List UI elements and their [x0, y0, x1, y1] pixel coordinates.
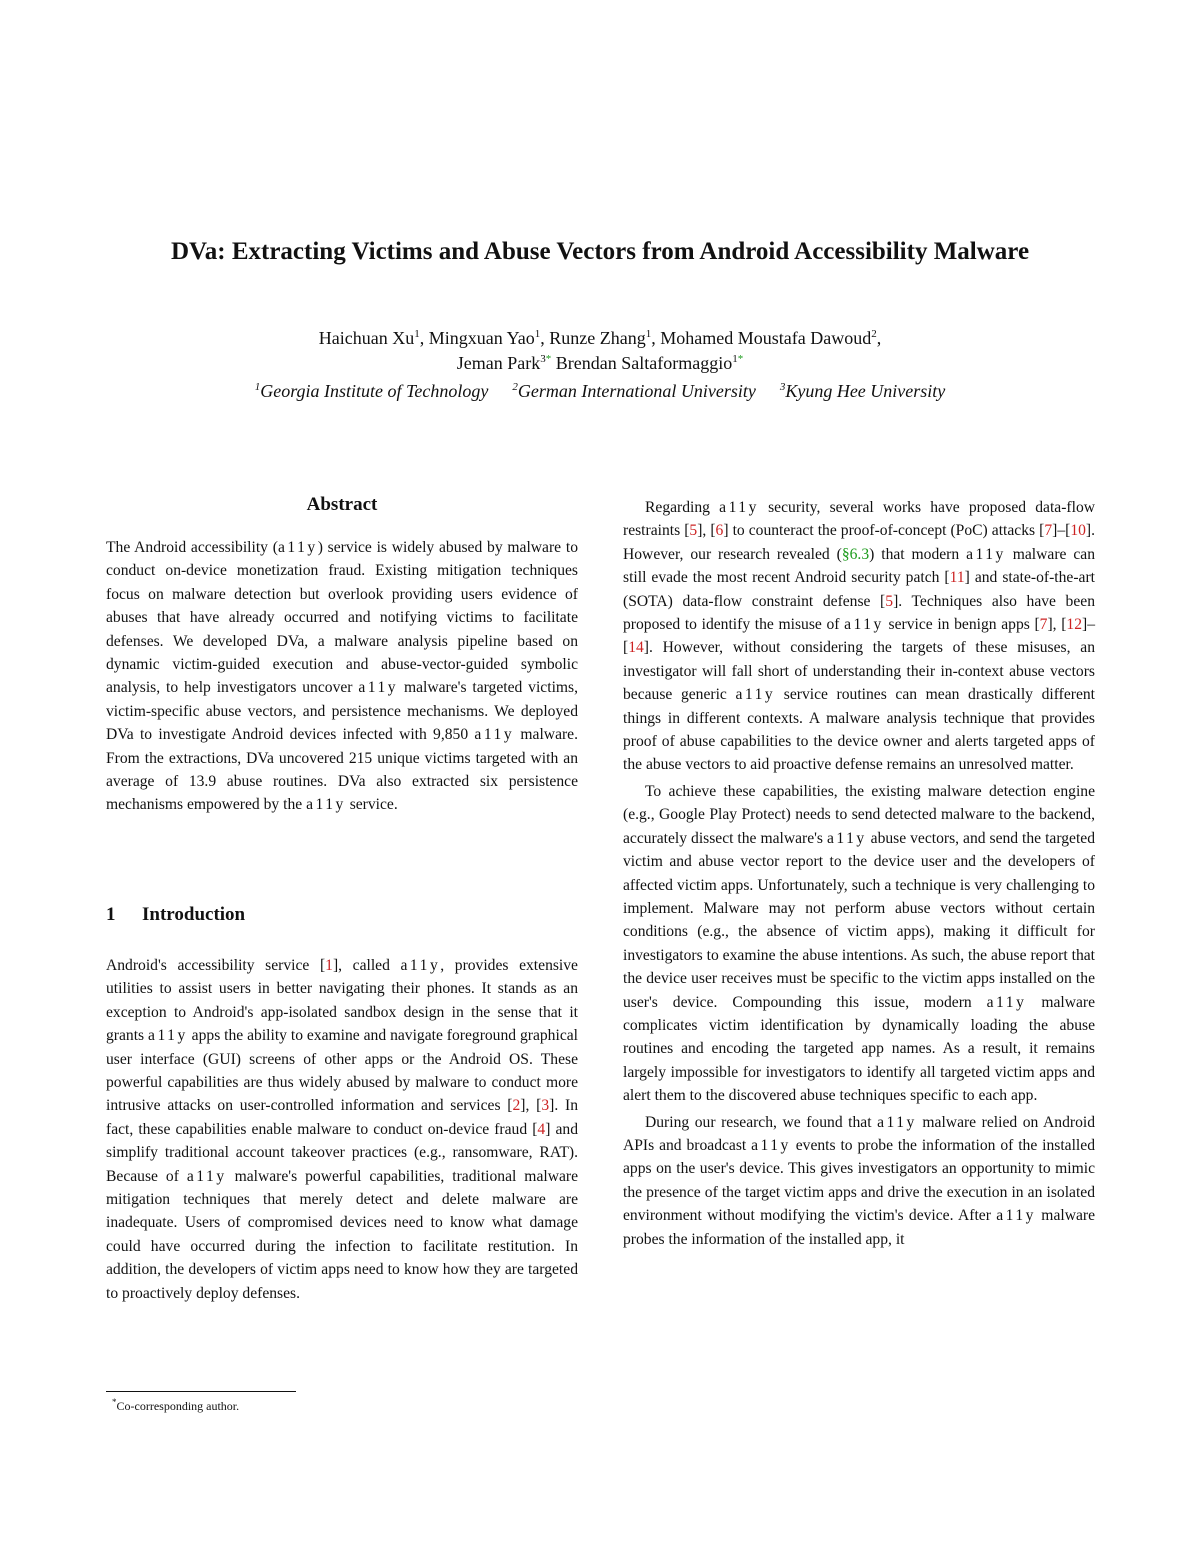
corresponding-author-mark[interactable]: * [545, 353, 552, 365]
author-affiliation-mark: 2 [871, 328, 877, 340]
a11y-term: a11y [306, 796, 346, 814]
affiliation [512, 381, 755, 401]
footnote-mark: * [112, 1397, 117, 1407]
abstract-heading: Abstract [306, 494, 378, 515]
citation-link[interactable]: 6 [715, 522, 724, 540]
a11y-term: a11y [148, 1027, 188, 1045]
a11y-term: a11y [358, 679, 399, 697]
citation-link[interactable]: 2 [512, 1097, 521, 1115]
author-affiliation-mark: 1 [414, 328, 420, 340]
section-number: 1 [106, 904, 116, 925]
affiliation-list [0, 381, 1200, 402]
author-line-2 [0, 351, 1200, 376]
affiliation-name: Georgia Institute of Technology [260, 381, 489, 401]
body-paragraph: To achieve these capabilities, the existing malware detection engine (e.g., Google Play Protect) needs to send detected malware to the backend, accurately dissect the malware's a11y abuse vectors, and send the targeted victim and abuse vector report to the device user and the developers of affected victim apps. Unfortunately, such a technique is very challenging to implement. Malware may not perform abuse vectors without certain conditions (e.g., the absence of victim apps), making it difficult for investigators to examine the abuse intentions. As such, the abuse report that the device user receives must be specific to the victim apps installed on the user's device. Compounding this issue, modern a11y malware complicates victim identification by dynamically loading the abuse routines and encoding the targeted app names. As a result, it remains largely impossible for investigators to identify all targeted victim apps and alert them to the discovered abuse techniques specific to each app. [623, 782, 1096, 1105]
body-paragraph: Regarding a11y security, several works have proposed data-flow restraints [5], [6] to counteract the proof-of-concept (PoC) attacks [7]–[10]. However, our research revealed (§6.3) that modern a11y malware can still evade the most recent Android security patch [11] and state-of-the-art (SOTA) data-flow constraint defense [5]. Techniques also have been proposed to identify the misuse of a11y service in benign apps [7], [12]–[14]. However, without considering the targets of these misuses, an investigator will fall short of understanding their in-context abuse vectors because generic a11y service routines can mean drastically different things in different contexts. A malware analysis technique that provides proof of abuse capabilities to the device owner and alerts targeted apps of the abuse vectors to aid proactive defense remains an unresolved matter. [623, 499, 1096, 774]
footnote-rule [106, 1391, 296, 1392]
author-line-1: Haichuan Xu$^1$, Mingxuan Yao$^1$, Runze Zhang$^1$, Mohamed Moustafa Dawoud$^2$, [318, 328, 882, 348]
author-affiliation-mark: 3 [540, 353, 546, 365]
author-name: Haichuan Xu [318, 328, 415, 348]
abstract-paragraph: The Android accessibility (a11y) service is widely abused by malware to conduct on-device monetization fraud. Existing mitigation techniques focus on malware detection but overlook providing users evidence of abuses that have already occurred and notifying victims to facilitate defenses. We developed DVa, a malware analysis pipeline based on dynamic victim-guided execution and abuse-vector-guided symbolic analysis, to help investigators uncover a11y malware's targeted victims, victim-specific abuse vectors, and persistence mechanisms. We deployed DVa to investigate Android devices infected with 9,850 a11y malware. From the extractions, DVa uncovered 215 unique victims targeted with an average of 13.9 abuse routines. DVa also extracted six persistence mechanisms empowered by the a11y service. [106, 539, 578, 814]
author-affiliation-mark: 1 [534, 328, 541, 340]
introduction-body [106, 954, 578, 1305]
affiliation-mark: 1 [254, 381, 261, 393]
a11y-term: a11y [719, 499, 759, 516]
footnote-text: Co-corresponding author. [116, 1399, 240, 1413]
paper-title: DVa: Extracting Victims and Abuse Vectors from Android Accessibility Malware [170, 238, 1030, 265]
citation-link[interactable]: 3 [541, 1097, 550, 1115]
author-name: Mingxuan Yao [428, 328, 535, 348]
a11y-term: a11y [966, 545, 1006, 563]
affiliation-mark: 2 [512, 381, 518, 393]
affiliation [255, 381, 489, 401]
a11y-term: a11y [826, 829, 867, 847]
body-paragraph: During our research, we found that a11y malware relied on Android APIs and broadcast a11y events to probe the information of the installed apps on the user's device. This gives investigators an opportunity to mimic the presence of the target victim apps and drive the execution in an isolated environment without modifying the victim's device. After a11y malware probes the information of the installed app, it [623, 1113, 1095, 1248]
section-heading-introduction [106, 904, 245, 926]
a11y-term: a11y [474, 726, 515, 744]
author-name: Runze Zhang [549, 328, 646, 348]
citation-link[interactable]: 7 [1039, 616, 1048, 634]
introduction-paragraph: Android's accessibility service [1], called a11y, provides extensive utilities to assist users in better navigating their phones. It stands as an exception to Android's app-isolated sandbox design in the sense that it grants a11y apps the ability to examine and navigate foreground graphical user interface (GUI) screens of other apps or the Android OS. These powerful capabilities are thus widely abused by malware to conduct more intrusive attacks on user-controlled information and services [2], [3]. In fact, these capabilities enable malware to conduct on-device fraud [4] and simplify traditional account takeover practices (e.g., ransomware, RAT). Because of a11y malware's powerful capabilities, traditional malware mitigation techniques that merely detect and delete malware are inadequate. Users of compromised devices need to know what damage could have occurred during the infection to facilitate restitution. In addition, the developers of victim apps need to know how they are targeted to proactively deploy defenses. [106, 957, 579, 1302]
author-name: Mohamed Moustafa Dawoud [660, 328, 872, 348]
abstract-body [106, 536, 578, 817]
affiliation-name: Kyung Hee University [785, 381, 946, 401]
citation-link[interactable]: 12 [1066, 616, 1083, 634]
author-name: Jeman Park [456, 353, 541, 373]
right-column-body [623, 496, 1095, 1251]
author-affiliation-mark: 1 [645, 328, 652, 340]
affiliation [780, 381, 945, 401]
section-reference-link[interactable]: §6.3 [841, 545, 870, 563]
a11y-term: a11y [996, 1207, 1036, 1225]
affiliation-mark: 3 [779, 381, 786, 393]
footnote [112, 1399, 239, 1414]
a11y-term: a11y [844, 616, 884, 634]
author-list [0, 326, 1200, 376]
citation-link[interactable]: 11 [949, 569, 965, 587]
citation-link[interactable]: 10 [1070, 522, 1086, 540]
citation-link[interactable]: 7 [1044, 522, 1053, 540]
a11y-term: a11y [877, 1113, 917, 1131]
citation-link[interactable]: 5 [885, 592, 894, 610]
citation-link[interactable]: 4 [537, 1120, 546, 1138]
a11y-term: a11y [186, 1167, 227, 1185]
a11y-term: a11y [986, 993, 1027, 1011]
section-title: Introduction [142, 904, 246, 925]
citation-link[interactable]: 14 [628, 639, 644, 657]
citation-link[interactable]: 1 [325, 957, 333, 974]
affiliation-name: German International University [517, 381, 756, 401]
author-name: Brendan Saltaformaggio [555, 353, 733, 373]
a11y-term: a11y [751, 1136, 791, 1154]
citation-link[interactable]: 5 [689, 522, 698, 540]
a11y-term: a11y [277, 539, 318, 556]
corresponding-author-mark[interactable]: * [737, 353, 744, 365]
author-affiliation-mark: 1 [732, 353, 738, 365]
a11y-term: a11y [400, 957, 441, 974]
a11y-term: a11y [735, 686, 776, 704]
